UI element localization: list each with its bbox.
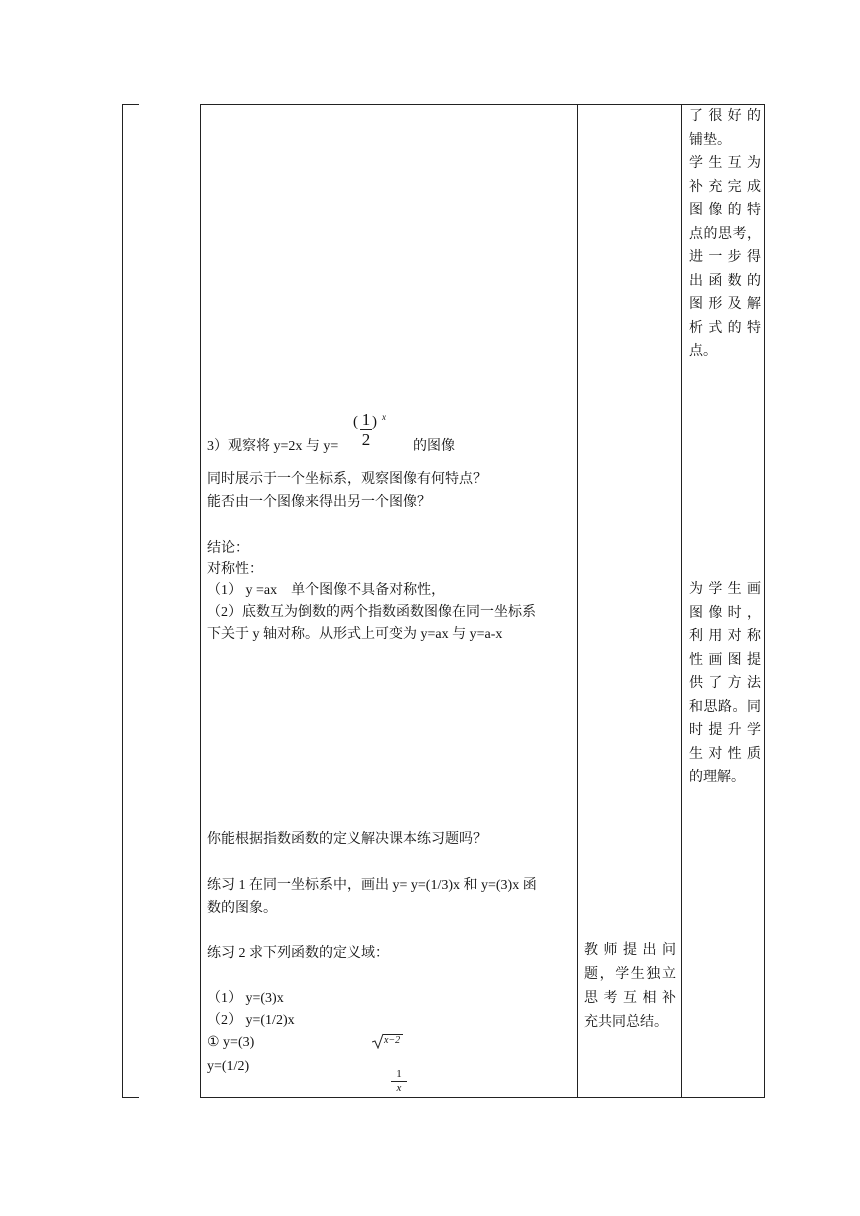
- item-2a: （2）底数互为倒数的两个指数函数图像在同一坐标系: [207, 605, 536, 620]
- exercise-2-item-4: y=(1/2): [207, 1059, 250, 1074]
- table-border-top: [200, 104, 765, 105]
- note-line: 出函数的: [689, 273, 761, 289]
- note-line: 和思路。同: [689, 699, 761, 715]
- table-border-right: [764, 104, 765, 1098]
- exercise-1b: 数的图象。: [207, 901, 277, 916]
- frac-half: [360, 411, 372, 448]
- frac-numerator: 1: [361, 410, 371, 429]
- q3-fraction: [353, 409, 413, 453]
- sqrt-radicand: x−2: [384, 1035, 401, 1046]
- note-line: 图形及解: [689, 297, 761, 312]
- note-line: 利用对称: [689, 629, 761, 644]
- q3-prefix: 3）观察将 y=2x 与 y=: [207, 439, 339, 454]
- mid-line: 充共同总结。: [584, 1015, 668, 1030]
- note-line: 了很好的: [689, 109, 761, 124]
- exercise-1a: 练习 1 在同一坐标系中，画出 y= y=(1/3)x 和 y=(3)x 函: [207, 878, 537, 893]
- exercise-2-item-2: （2） y=(1/2)x: [207, 1013, 295, 1028]
- note-line: 学生互为: [689, 156, 761, 171]
- frac2-denominator: x: [396, 1082, 402, 1094]
- table-border-col3: [681, 104, 682, 1098]
- mid-line: 教师提出问: [584, 943, 676, 958]
- notes-block-2: [689, 578, 761, 790]
- derive-line: 能否由一个图像来得出另一个图像？: [207, 495, 431, 510]
- note-line: 的理解。: [689, 770, 745, 785]
- note-line: 进一步得: [689, 250, 761, 265]
- symmetry-label: 对称性：: [207, 562, 263, 577]
- mid-line: 题，学生独立: [584, 967, 676, 982]
- note-line: 性画图提: [689, 652, 761, 668]
- mid-line: 思考互相补: [584, 991, 676, 1006]
- note-line: 为学生画: [689, 582, 761, 597]
- note-line: 补充完成: [689, 179, 761, 195]
- note-line: 供了方法: [689, 676, 761, 691]
- teacher-activity-text: [584, 939, 676, 1035]
- table-border-col2: [577, 104, 578, 1098]
- exercise-2: 练习 2 求下列函数的定义域：: [207, 946, 389, 961]
- show-line: 同时展示于一个坐标系，观察图像有何特点？: [207, 472, 487, 487]
- note-line: 时提升学: [689, 723, 761, 738]
- sqrt-expression: [372, 1032, 412, 1050]
- note-line: 铺垫。: [689, 132, 731, 148]
- note-line: 点的思考，: [689, 226, 761, 242]
- exercise-2-item-3: ① y=(3): [207, 1035, 255, 1050]
- item-1: （1） y =ax 单个图像不具备对称性，: [207, 583, 446, 598]
- left-margin-top-tick: [122, 104, 139, 105]
- item-2b: 下关于 y 轴对称。从形式上可变为 y=ax 与 y=a-x: [207, 627, 503, 642]
- table-border-left: [200, 104, 201, 1098]
- conclusion-label: 结论：: [207, 541, 249, 556]
- note-line: 生对性质: [689, 746, 761, 762]
- frac-denominator: 2: [361, 430, 371, 449]
- frac2-numerator: 1: [396, 1068, 402, 1080]
- note-line: 图像时，: [689, 605, 761, 621]
- notes-block-1: [689, 105, 761, 364]
- sqrt-sign-icon: [372, 1033, 384, 1049]
- left-margin-bottom-tick: [122, 1097, 139, 1098]
- frac-close-paren: ): [372, 414, 377, 430]
- q3-suffix: 的图像: [413, 439, 455, 454]
- frac-exponent: x: [382, 412, 386, 422]
- fraction-one-over-x: [391, 1069, 407, 1094]
- question-line: 你能根据指数函数的定义解决课本练习题吗？: [207, 832, 487, 847]
- note-line: 点。: [689, 344, 717, 359]
- note-line: 图像的特: [689, 203, 761, 218]
- table-border-bottom: [200, 1097, 765, 1098]
- exercise-2-item-1: （1） y=(3)x: [207, 991, 284, 1006]
- left-margin-line: [122, 104, 123, 1098]
- note-line: 析式的特: [689, 320, 761, 336]
- frac-open-paren: (: [353, 414, 358, 430]
